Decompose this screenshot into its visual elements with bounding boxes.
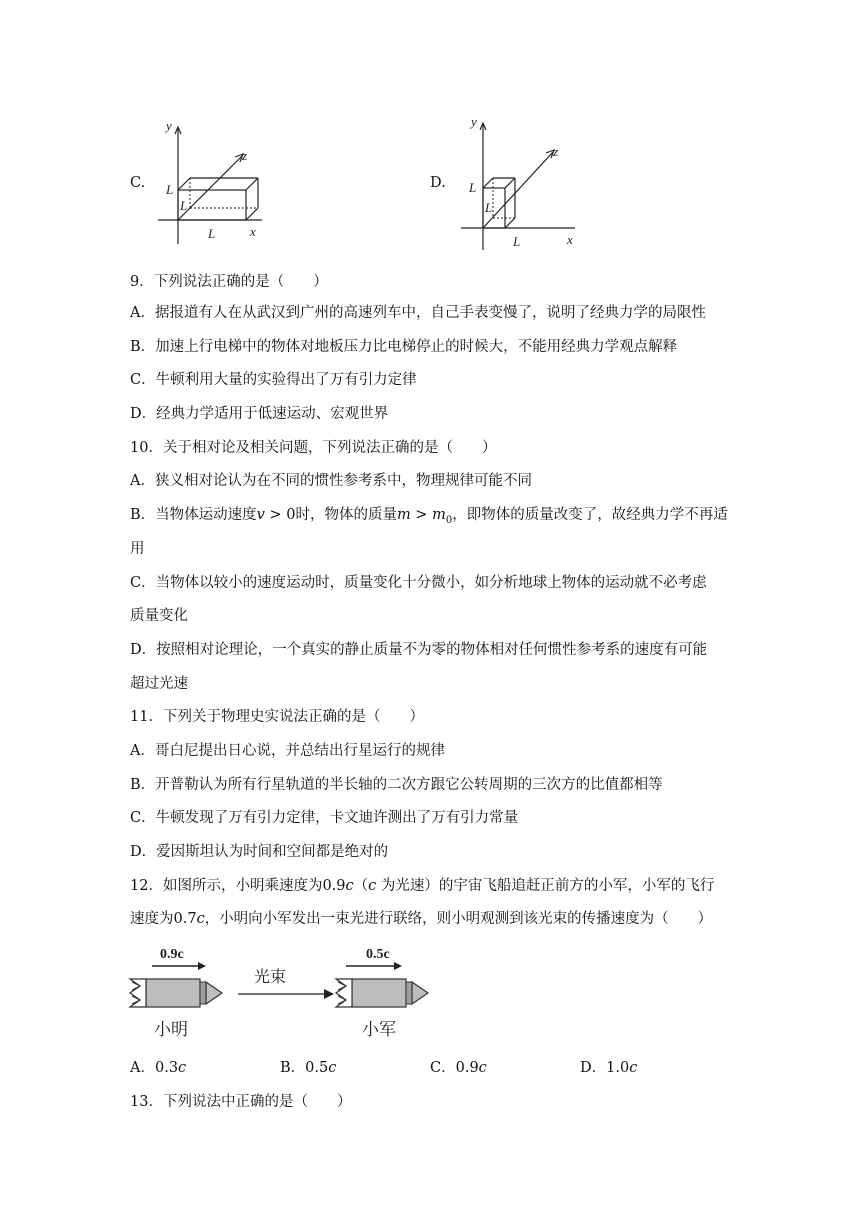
right-name-label: 小军 xyxy=(362,1020,396,1040)
q12-stem-line2 xyxy=(130,909,712,929)
var-c: c xyxy=(196,911,205,927)
q12-text-1: 12．如图所示，小明乘速度为 xyxy=(130,878,323,894)
cuboid-diagram-c xyxy=(150,118,270,248)
var-m0: m xyxy=(432,507,446,523)
option-label: B． xyxy=(280,1060,306,1076)
q10-b-cond: > 0 xyxy=(264,507,296,523)
q12-speed-num-2: 0.7 xyxy=(173,911,197,927)
length-label-y: L xyxy=(166,182,174,197)
option-value: 0.5 xyxy=(305,1060,329,1076)
axis-y-label: y xyxy=(471,114,477,129)
var-c: c xyxy=(478,1060,487,1076)
q10-stem: 10．关于相对论及相关问题，下列说法正确的是（ ） xyxy=(130,440,497,456)
q10-b-text-3: ，即物体的质量改变了，故经典力学不再适 xyxy=(452,507,728,523)
length-label-y: L xyxy=(469,180,477,195)
option-value: 0.9 xyxy=(455,1060,479,1076)
q10-option-c-line2: 质量变化 xyxy=(130,608,188,624)
var-c: c xyxy=(328,1060,337,1076)
var-c: c xyxy=(368,878,377,894)
q10-option-d-line1: D．按照相对论理论，一个真实的静止质量不为零的物体相对任何惯性参考系的速度有可能 xyxy=(130,642,708,658)
q11-option-c: C．牛顿发现了万有引力定律，卡文迪许测出了万有引力常量 xyxy=(130,810,519,826)
q12-text-4: ，小明向小军发出一束光进行联络，则小明观测到该光束的传播速度为（ ） xyxy=(204,911,713,927)
left-speed-label: 0.9c xyxy=(160,947,184,962)
q10-option-a: A．狭义相对论认为在不同的惯性参考系中，物理规律可能不同 xyxy=(130,473,532,489)
var-v: v xyxy=(256,507,265,523)
option-label: C． xyxy=(430,1060,456,1076)
q11-option-d: D．爱因斯坦认为时间和空间都是绝对的 xyxy=(130,844,389,860)
option-value: 0.3 xyxy=(154,1060,179,1076)
option-label: D． xyxy=(580,1060,607,1076)
q9-option-a: A．据报道有人在从武汉到广州的高速列车中，自己手表变慢了，说明了经典力学的局限性 xyxy=(130,305,706,321)
cuboid-diagram-d xyxy=(455,112,585,252)
q9-stem: 9．下列说法正确的是（ ） xyxy=(130,274,328,290)
q11-option-a: A．哥白尼提出日心说，并总结出行星运行的规律 xyxy=(130,743,445,759)
q10-b-text-2: 时，物体的质量 xyxy=(295,507,397,523)
var-c: c xyxy=(629,1060,638,1076)
length-label-z: L xyxy=(485,200,493,215)
length-label-z: L xyxy=(180,198,188,213)
q10-option-b xyxy=(130,505,728,531)
left-name-label: 小明 xyxy=(154,1020,188,1040)
q10-option-d-line2: 超过光速 xyxy=(130,676,188,692)
option-d-label: D. xyxy=(430,175,446,191)
var-m0-subscript: 0 xyxy=(445,514,453,526)
q11-stem: 11．下列关于物理史实说法正确的是（ ） xyxy=(130,709,424,725)
q12-stem-line1 xyxy=(130,876,714,896)
q12-text-3: 速度为 xyxy=(130,911,174,927)
var-c: c xyxy=(178,1060,187,1076)
q9-option-c: C．牛顿利用大量的实验得出了万有引力定律 xyxy=(130,372,417,388)
var-m: m xyxy=(396,507,411,523)
q12-option-d xyxy=(580,1058,637,1078)
q9-option-d: D．经典力学适用于低速运动、宏观世界 xyxy=(130,406,389,422)
right-speed-label: 0.5c xyxy=(366,947,390,962)
q10-option-c-line1: C．当物体以较小的速度运动时，质量变化十分微小，如分析地球上物体的运动就不必考虑 xyxy=(130,575,707,591)
axis-z-label: z xyxy=(553,144,559,159)
option-c-label: C. xyxy=(130,175,146,191)
rocket-xiaojun xyxy=(336,979,428,1007)
q10-b-text-1: B．当物体运动速度 xyxy=(130,507,257,523)
beam-label: 光束 xyxy=(254,967,287,986)
q12-option-a xyxy=(130,1058,186,1078)
q12-text-2: 为光速）的宇宙飞船追赶正前方的小军，小军的飞行 xyxy=(376,878,715,894)
q9-option-b: B．加速上行电梯中的物体对地板压力比电梯停止的时候大，不能用经典力学观点解释 xyxy=(130,339,678,355)
length-label-x: L xyxy=(513,234,521,249)
q10-option-b-cont: 用 xyxy=(130,541,145,557)
axis-x-label: x xyxy=(250,224,256,239)
q12-speed-num: 0.9 xyxy=(322,878,346,894)
q12-option-b xyxy=(280,1058,336,1078)
axis-z-label: z xyxy=(242,148,248,163)
axis-y-label: y xyxy=(166,118,172,133)
option-value: 1.0 xyxy=(606,1060,630,1076)
q11-option-b: B．开普勒认为所有行星轨道的半长轴的二次方跟它公转周期的三次方的比值都相等 xyxy=(130,777,663,793)
option-label: A． xyxy=(130,1060,155,1076)
q12-option-c xyxy=(430,1058,487,1078)
q12-paren: （ xyxy=(353,878,369,894)
rocket-xiaoming xyxy=(130,979,222,1007)
q10-b-gt: > xyxy=(410,507,433,523)
spaceship-figure xyxy=(126,942,436,1046)
length-label-x: L xyxy=(208,226,216,241)
var-c: c xyxy=(345,878,354,894)
axis-x-label: x xyxy=(567,232,573,247)
q13-stem: 13．下列说法中正确的是（ ） xyxy=(130,1094,352,1110)
